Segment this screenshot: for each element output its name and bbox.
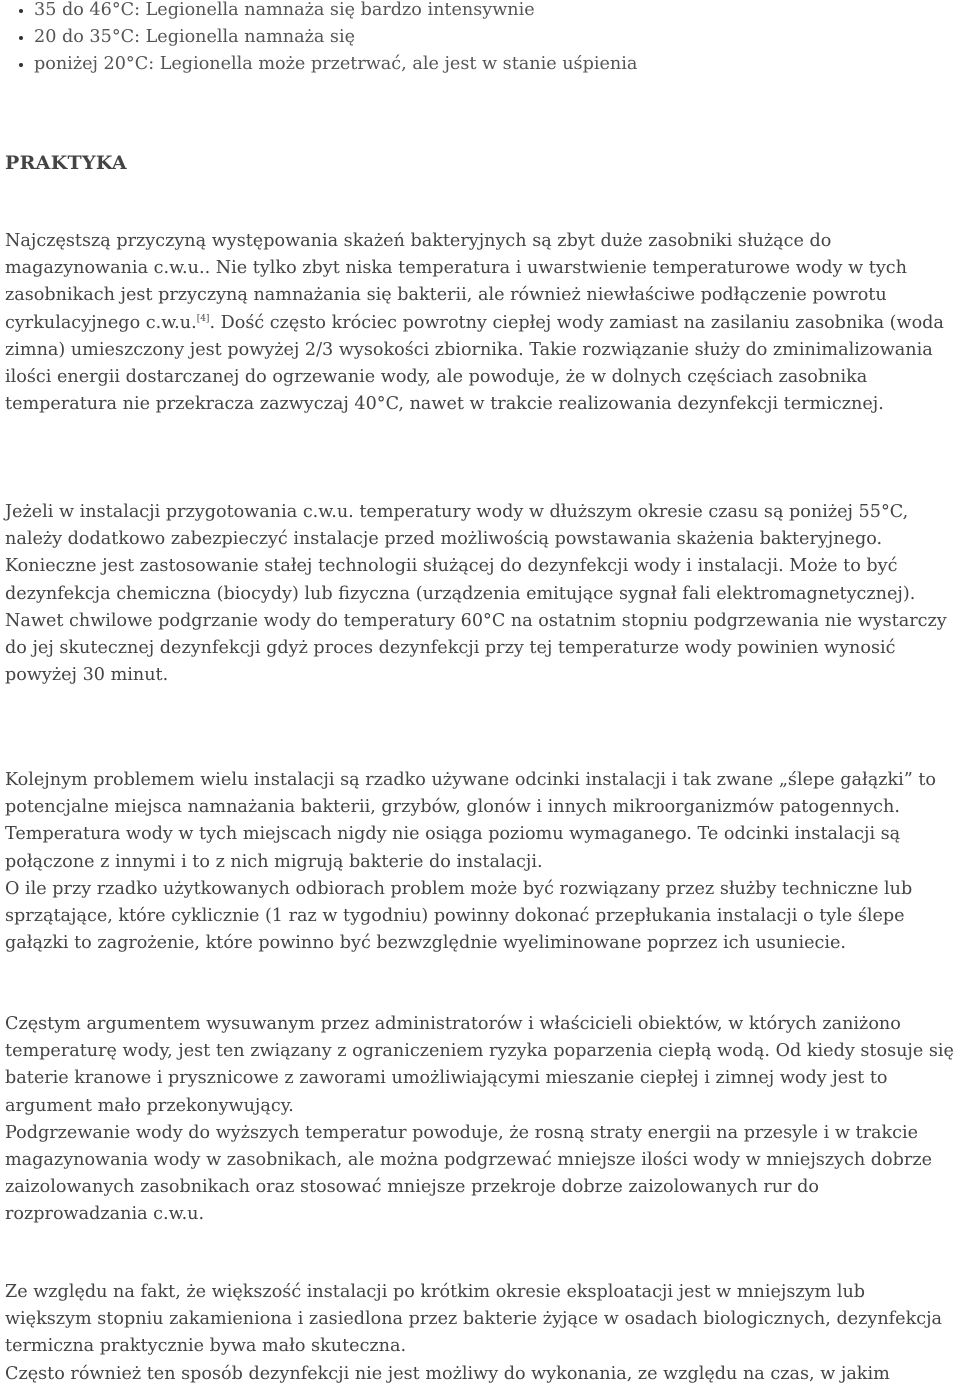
paragraph-text: Podgrzewanie wody do wyższych temperatur powoduje, że rosną straty energii na przesyle i w trakcie magazynowania wody w zasobnikach, ale można podgrzewać mniejsze ilości wody w mniejszych dobrze zaizolowanych zasobnikach oraz stosować mniejsze przekroje dobrze zaizolowanych rur do rozprowadzania c.w.u. — [5, 1122, 932, 1225]
paragraph-scaling — [5, 1279, 957, 1388]
paragraph-text: Ze względu na fakt, że większość instalacji po krótkim okresie eksploatacji jest w mniejszym lub większym stopniu zakamieniona i zasiedlona przez bakterie żyjące w osadach biologicznych, dezynfekcja termiczna praktycznie bywa mało skuteczna. — [5, 1282, 943, 1357]
bullet-text: poniżej 20°C: Legionella może przetrwać, ale jest w stanie uśpienia — [34, 54, 638, 74]
paragraph-text: Najczęstszą przyczyną występowania skażeń bakteryjnych są zbyt duże zasobniki służące do magazynowania c.w.u.. Nie tylko zbyt niska temperatura i uwarstwienie temperaturowe wody w tych zasobnikach jest przyczyną namnażania się bakterii, ale również niewłaściwe podłączenie powrotu cyrkulacyjnego c.w.u. — [5, 231, 907, 333]
bullet-text: 35 do 46°C: Legionella namnaża się bardzo intensywnie — [34, 0, 535, 20]
paragraph-text: Często również ten sposób dezynfekcji nie jest możliwy do wykonania, ze względu na czas, w jakim — [5, 1363, 890, 1384]
paragraph-text: Kolejnym problemem wielu instalacji są rzadko używane odcinki instalacji i tak zwane „ślepe gałązki” to potencjalne miejsca namnażania bakterii, grzybów, glonów i innych mikroorganizmów patogennych. Temperatura wody w tych miejscach nigdy nie osiąga poziomu wymaganego. Te odcinki instalacji są połączone z innymi i to z nich migrują bakterie do instalacji. — [5, 770, 937, 872]
bullet-item — [34, 0, 954, 24]
reference-mark: [4] — [196, 313, 210, 324]
paragraph-disinfection — [5, 499, 957, 689]
bullet-text: 20 do 35°C: Legionella namnaża się — [34, 27, 355, 47]
bullet-item — [34, 24, 954, 51]
temperature-bullet-list — [0, 0, 954, 78]
paragraph-dead-legs — [5, 767, 957, 957]
paragraph-text: Nawet chwilowe podgrzanie wody do temperatury 60°C na ostatnim stopniu podgrzewania nie wystarczy do jej skutecznej dezynfekcji gdyż proces dezynfekcji przy tej temperaturze wody powinien wynosić powyżej 30 minut. — [5, 610, 947, 686]
paragraph-text: . Dość często króciec powrotny ciepłej wody zamiast na zasilaniu zasobnika (woda zimna) umieszczony jest powyżej 2/3 wysokości zbiornika. Takie rozwiązanie służy do zminimalizowania ilości energii dostarczanej do ogrzewanie wody, ale powoduje, że w dolnych częściach zasobnika temperatura nie przekracza zazwyczaj 40°C, nawet w trakcie realizowania dezynfekcji termicznej. — [5, 312, 944, 415]
paragraph-scalding — [5, 1011, 957, 1229]
paragraph-text: Częstym argumentem wysuwanym przez administratorów i właścicieli obiektów, w których zaniżono temperaturę wody, jest ten związany z ograniczeniem ryzyka poparzenia ciepłą wodą. Od kiedy stosuje się baterie kranowe i prysznicowe z zaworami umożliwiającymi mieszanie ciepłej i zimnej wody jest to argument mało przekonywujący. — [5, 1014, 954, 1116]
bullet-item — [34, 51, 954, 78]
paragraph-causes — [5, 228, 957, 418]
section-heading: PRAKTYKA — [5, 152, 127, 174]
paragraph-text: O ile przy rzadko użytkowanych odbiorach problem może być rozwiązany przez służby techniczne lub sprzątające, które cyklicznie (1 raz w tygodniu) powinny dokonać przepłukania instalacji o tyle ślepe gałązki to zagrożenie, które powinno być bezwzględnie wyeliminowane poprzez ich usuniecie. — [5, 878, 913, 954]
paragraph-text: Jeżeli w instalacji przygotowania c.w.u. temperatury wody w dłuższym okresie czasu są poniżej 55°C, należy dodatkowo zabezpieczyć instalacje przed możliwością powstawania skażenia bakteryjnego. Konieczne jest zastosowanie stałej technologii służącej do dezynfekcji wody i instalacji. Może to być dezynfekcja chemiczna (biocydy) lub fizyczna (urządzenia emitujące sygnał fali elektromagnetycznej). — [5, 502, 916, 604]
